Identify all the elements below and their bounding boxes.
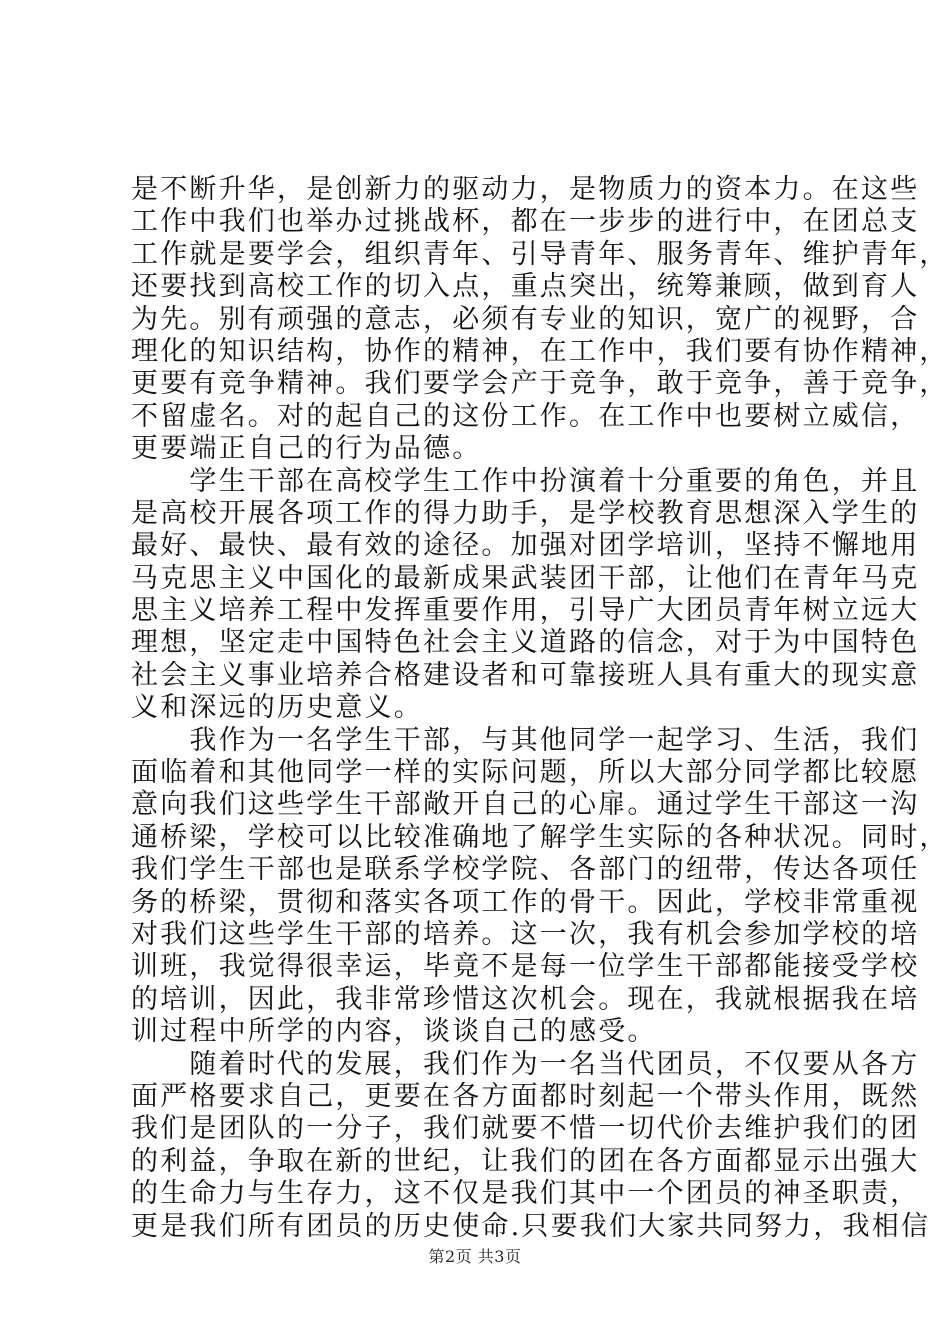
text-line: 不留虚名。对的起自己的这份工作。在工作中也要树立威信， [131, 400, 920, 432]
text-line: 义和深远的历史意义。 [131, 692, 423, 724]
text-line: 更要有竞争精神。我们要学会产于竞争，敢于竞争，善于竞争， [131, 368, 949, 400]
text-line: 思主义培养工程中发挥重要作用，引导广大团员青年树立远大 [131, 595, 920, 627]
text-line: 的生命力与生存力，这不仅是我们其中一个团员的神圣职责， [131, 1178, 920, 1210]
text-line: 训过程中所学的内容，谈谈自己的感受。 [131, 1016, 657, 1048]
text-line: 马克思主义中国化的最新成果武装团干部，让他们在青年马克 [131, 562, 920, 594]
text-line: 理化的知识结构，协作的精神，在工作中，我们要有协作精神， [131, 335, 949, 367]
text-line: 还要找到高校工作的切入点，重点突出，统筹兼顾，做到育人 [131, 271, 920, 303]
body-text [131, 174, 949, 1243]
text-line: 工作就是要学会，组织青年、引导青年、服务青年、维护青年， [131, 238, 949, 270]
text-line: 面临着和其他同学一样的实际问题，所以大部分同学都比较愿 [131, 757, 920, 789]
text-line: 社会主义事业培养合格建设者和可靠接班人具有重大的现实意 [131, 659, 920, 691]
text-line: 训班，我觉得很幸运，毕竟不是每一位学生干部都能接受学校 [131, 951, 920, 983]
text-line: 务的桥梁，贯彻和落实各项工作的骨干。因此，学校非常重视 [131, 886, 920, 918]
text-line: 的培训，因此，我非常珍惜这次机会。现在，我就根据我在培 [131, 983, 920, 1015]
text-line: 为先。别有顽强的意志，必须有专业的知识，宽广的视野，合 [131, 303, 920, 335]
text-line: 是高校开展各项工作的得力助手，是学校教育思想深入学生的 [131, 497, 920, 529]
page-number: 第2页 共3页 [428, 1247, 522, 1266]
text-line: 意向我们这些学生干部敞开自己的心扉。通过学生干部这一沟 [131, 789, 920, 821]
text-line: 是不断升华，是创新力的驱动力，是物质力的资本力。在这些 [131, 174, 920, 205]
text-line: 我们是团队的一分子，我们就要不惜一切代价去维护我们的团 [131, 1113, 920, 1145]
text-line: 更是我们所有团员的历史使命.只要我们大家共同努力，我相信 [131, 1210, 931, 1242]
text-line: 学生干部在高校学生工作中扮演着十分重要的角色，并且 [131, 465, 920, 497]
text-line: 随着时代的发展，我们作为一名当代团员，不仅要从各方 [131, 1048, 920, 1080]
text-line: 理想，坚定走中国特色社会主义道路的信念，对于为中国特色 [131, 627, 920, 659]
text-line: 面严格要求自己，更要在各方面都时刻起一个带头作用，既然 [131, 1080, 920, 1112]
text-line: 更要端正自己的行为品德。 [131, 433, 482, 465]
page-footer [0, 1244, 950, 1267]
text-line: 工作中我们也举办过挑战杯，都在一步步的进行中，在团总支 [131, 206, 920, 238]
text-line: 对我们这些学生干部的培养。这一次，我有机会参加学校的培 [131, 918, 920, 950]
text-line: 最好、最快、最有效的途径。加强对团学培训，坚持不懈地用 [131, 530, 920, 562]
text-line: 我作为一名学生干部，与其他同学一起学习、生活，我们 [131, 724, 920, 756]
text-line: 的利益，争取在新的世纪，让我们的团在各方面都显示出强大 [131, 1145, 920, 1177]
text-line: 我们学生干部也是联系学校学院、各部门的纽带，传达各项任 [131, 854, 920, 886]
text-line: 通桥梁，学校可以比较准确地了解学生实际的各种状况。同时， [131, 821, 949, 853]
